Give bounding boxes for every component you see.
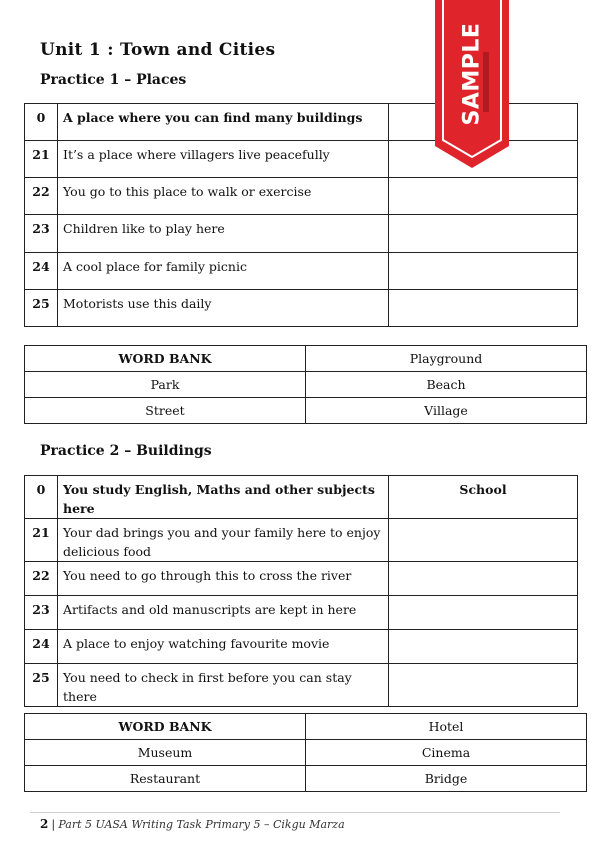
page-number: 2 bbox=[40, 817, 49, 831]
answer-cell[interactable] bbox=[389, 664, 578, 707]
question-number: 25 bbox=[25, 290, 58, 327]
question-text: It’s a place where villagers live peacefully bbox=[58, 141, 389, 178]
practice1-word-bank bbox=[24, 345, 587, 424]
table-row bbox=[25, 253, 578, 290]
question-number: 23 bbox=[25, 215, 58, 253]
table-row bbox=[25, 215, 578, 253]
answer-cell[interactable] bbox=[389, 562, 578, 596]
answer-cell[interactable] bbox=[389, 253, 578, 290]
question-text: You study English, Maths and other subjects here bbox=[58, 476, 389, 519]
answer-cell[interactable]: School bbox=[389, 476, 578, 519]
question-text: Artifacts and old manuscripts are kept in here bbox=[58, 596, 389, 630]
question-text: Motorists use this daily bbox=[58, 290, 389, 327]
word-bank-word: Beach bbox=[306, 372, 587, 398]
table-row bbox=[25, 562, 578, 596]
question-number: 0 bbox=[25, 104, 58, 141]
word-bank-word: Cinema bbox=[306, 740, 587, 766]
sample-ribbon-text: SAMPLE bbox=[459, 22, 485, 126]
practice2-table bbox=[24, 475, 578, 707]
word-bank-word: Restaurant bbox=[25, 766, 306, 792]
word-bank-word: Museum bbox=[25, 740, 306, 766]
question-text: A place to enjoy watching favourite movie bbox=[58, 630, 389, 664]
answer-cell[interactable] bbox=[389, 630, 578, 664]
question-number: 22 bbox=[25, 562, 58, 596]
question-text: You go to this place to walk or exercise bbox=[58, 178, 389, 215]
word-bank-row bbox=[25, 398, 587, 424]
question-number: 22 bbox=[25, 178, 58, 215]
word-bank-header: WORD BANK bbox=[25, 346, 306, 372]
word-bank-row bbox=[25, 346, 587, 372]
question-number: 24 bbox=[25, 253, 58, 290]
table-row bbox=[25, 630, 578, 664]
question-text: A cool place for family picnic bbox=[58, 253, 389, 290]
word-bank-row bbox=[25, 714, 587, 740]
answer-cell[interactable] bbox=[389, 519, 578, 562]
answer-cell[interactable] bbox=[389, 215, 578, 253]
footer-separator: | bbox=[51, 818, 56, 831]
question-text: You need to go through this to cross the river bbox=[58, 562, 389, 596]
page-footer bbox=[40, 817, 345, 831]
word-bank-word: Street bbox=[25, 398, 306, 424]
practice1-title: Practice 1 – Places bbox=[40, 72, 187, 88]
footer-text: Part 5 UASA Writing Task Primary 5 – Cikgu Marza bbox=[58, 818, 345, 831]
table-row bbox=[25, 664, 578, 707]
practice2-word-bank bbox=[24, 713, 587, 792]
word-bank-word: Playground bbox=[306, 346, 587, 372]
word-bank-word: Bridge bbox=[306, 766, 587, 792]
word-bank-header: WORD BANK bbox=[25, 714, 306, 740]
question-number: 24 bbox=[25, 630, 58, 664]
table-row bbox=[25, 178, 578, 215]
question-text: Your dad brings you and your family here to enjoy delicious food bbox=[58, 519, 389, 562]
question-number: 21 bbox=[25, 519, 58, 562]
word-bank-word: Park bbox=[25, 372, 306, 398]
word-bank-row bbox=[25, 740, 587, 766]
practice2-title: Practice 2 – Buildings bbox=[40, 443, 212, 459]
word-bank-row bbox=[25, 372, 587, 398]
table-row bbox=[25, 519, 578, 562]
table-row bbox=[25, 290, 578, 327]
footer-divider bbox=[30, 812, 560, 813]
question-number: 25 bbox=[25, 664, 58, 707]
question-number: 21 bbox=[25, 141, 58, 178]
question-number: 23 bbox=[25, 596, 58, 630]
answer-cell[interactable] bbox=[389, 178, 578, 215]
table-row bbox=[25, 476, 578, 519]
word-bank-word: Village bbox=[306, 398, 587, 424]
word-bank-word: Hotel bbox=[306, 714, 587, 740]
answer-cell[interactable] bbox=[389, 596, 578, 630]
question-text: You need to check in first before you can stay there bbox=[58, 664, 389, 707]
word-bank-row bbox=[25, 766, 587, 792]
question-text: A place where you can find many buildings bbox=[58, 104, 389, 141]
question-number: 0 bbox=[25, 476, 58, 519]
unit-title: Unit 1 : Town and Cities bbox=[40, 40, 276, 60]
table-row bbox=[25, 596, 578, 630]
question-text: Children like to play here bbox=[58, 215, 389, 253]
answer-cell[interactable] bbox=[389, 290, 578, 327]
